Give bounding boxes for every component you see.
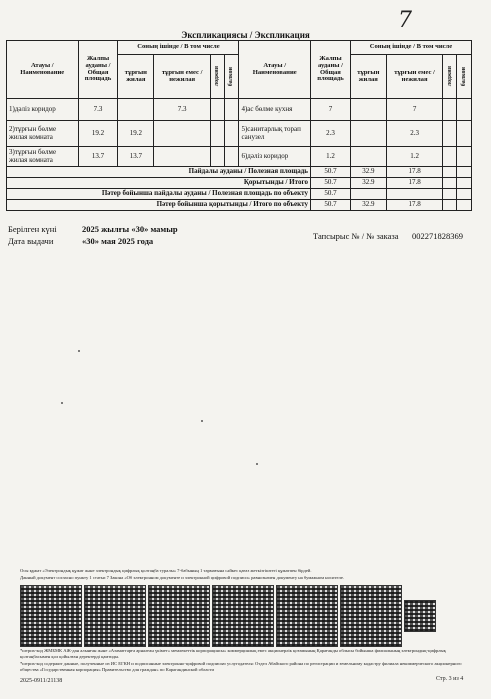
qr-code-5 bbox=[276, 585, 338, 647]
table-row bbox=[7, 99, 472, 121]
issued-label-kz: Берілген күні bbox=[8, 224, 57, 234]
row1-left-nonliving: 7.3 bbox=[154, 99, 211, 121]
row2-right-living bbox=[350, 121, 386, 147]
summary-object-total-label: Пәтер бойынша қорытынды / Итого по объекту bbox=[7, 200, 311, 211]
header-name-left: Атауы / Наименование bbox=[7, 41, 79, 99]
summary-row bbox=[7, 167, 472, 178]
header-balcony-left: балкон bbox=[228, 66, 235, 87]
barcode-note-ru: *штрих-код содержит данные, полученные из ИС ЕГКН и подписанные электронно-цифровой подписью услугодателя: Отдел Абайского района по регистрации и земельному кадастру филиала некоммерческого акционерного общества «Государственная корпорация» Правительство для граждан» по Карагандинской области bbox=[20, 661, 462, 672]
row2-left-name: 2)тұрғын бөлме жилая комната bbox=[7, 121, 79, 147]
summary-row bbox=[7, 200, 472, 211]
qr-code-6 bbox=[340, 585, 402, 647]
speck bbox=[201, 420, 203, 422]
speck bbox=[256, 463, 258, 465]
row1-right-living bbox=[350, 99, 386, 121]
summary-useful-nonliving: 17.8 bbox=[386, 167, 443, 178]
summary-object-useful-nonliving bbox=[386, 189, 443, 200]
summary-total-living: 32.9 bbox=[350, 178, 386, 189]
row3-right-name: 6)дәліз коридор bbox=[239, 147, 311, 167]
page-number: Стр. 3 из 4 bbox=[436, 676, 464, 682]
qr-code-2 bbox=[84, 585, 146, 647]
table-row bbox=[7, 121, 472, 147]
summary-row bbox=[7, 189, 472, 200]
header-incl-left: Соның ішінде / В том числе bbox=[118, 41, 239, 55]
header-balcony-right: балкон bbox=[460, 66, 467, 87]
qr-code-7 bbox=[404, 600, 436, 632]
summary-total-area: 50.7 bbox=[310, 178, 350, 189]
row2-right-name: 5)санитарлық торап санузел bbox=[239, 121, 311, 147]
order-number: 002271828369 bbox=[412, 231, 463, 241]
row1-right-name: 4)ас бөлме кухня bbox=[239, 99, 311, 121]
header-incl-right: Соның ішінде / В том числе bbox=[350, 41, 471, 55]
summary-useful-living: 32.9 bbox=[350, 167, 386, 178]
qr-code-4 bbox=[212, 585, 274, 647]
barcode-note-kz: *штрих-код ЖМБМК АЖ-дан алынған және «Азаматтарға арналған үкімет» мемлекеттік корпорациясы» коммерциялық емес акционерлік қоғамының Қарағанды облысы бойынша филиалының электрондық-цифрлық қолтаңбасымен қол қойылған деректерді қамтиды. bbox=[20, 648, 446, 659]
explication-table bbox=[6, 40, 472, 211]
row1-left-living bbox=[118, 99, 154, 121]
issued-value-kz: 2025 жылғы «30» мамыр bbox=[82, 224, 178, 234]
header-living-right: тұрғын жилая bbox=[350, 55, 386, 99]
row1-right-nonliving: 7 bbox=[386, 99, 443, 121]
footer-note-kz: Осы құжат «Электрондық құжат және электрондық цифрлық қолтаңба туралы» 7-бабының 1 тармағына сәйкес қағаз жеткізгіштегі құжатпен бірдей. bbox=[20, 568, 312, 573]
header-loggia-right: лоджия bbox=[446, 66, 453, 87]
row2-left-living: 19.2 bbox=[118, 121, 154, 147]
summary-object-total-living: 32.9 bbox=[350, 200, 386, 211]
summary-object-useful-label: Пәтер бойынша пайдалы ауданы / Полезная площадь по объекту bbox=[7, 189, 311, 200]
row2-left-nonliving bbox=[154, 121, 211, 147]
row3-right-area: 1.2 bbox=[310, 147, 350, 167]
header-nonliving-left: тұрғын емес / нежилая bbox=[154, 55, 211, 99]
handwritten-page-number: 7 bbox=[398, 8, 412, 33]
summary-object-useful-living bbox=[350, 189, 386, 200]
speck bbox=[78, 350, 80, 352]
qr-code-3 bbox=[148, 585, 210, 647]
row3-left-name: 3)тұрғын бөлме жилая комната bbox=[7, 147, 79, 167]
summary-useful-label: Пайдалы ауданы / Полезная площадь bbox=[7, 167, 311, 178]
row1-left-name: 1)дәліз коридор bbox=[7, 99, 79, 121]
row2-right-area: 2.3 bbox=[310, 121, 350, 147]
issued-value-ru: «30» мая 2025 года bbox=[82, 236, 154, 246]
speck bbox=[61, 402, 63, 404]
table-row bbox=[7, 147, 472, 167]
footer-note-ru: Данный документ согласно пункту 1 статьи 7 Закона «Об электронном документе и электронной цифровой подписи» равнозначен документу на бумажном носителе. bbox=[20, 575, 345, 580]
document-code: 2025-0911/21138 bbox=[20, 678, 63, 684]
qr-code-1 bbox=[20, 585, 82, 647]
row3-left-living: 13.7 bbox=[118, 147, 154, 167]
header-name-right: Атауы / Наименование bbox=[239, 41, 311, 99]
row1-right-area: 7 bbox=[310, 99, 350, 121]
summary-useful-area: 50.7 bbox=[310, 167, 350, 178]
row2-left-area: 19.2 bbox=[78, 121, 118, 147]
row1-left-area: 7.3 bbox=[78, 99, 118, 121]
row3-left-nonliving bbox=[154, 147, 211, 167]
explication-title: Экспликациясы / Экспликация bbox=[181, 30, 310, 40]
summary-object-total-nonliving: 17.8 bbox=[386, 200, 443, 211]
header-area-right: Жалпы ауданы / Общая площадь bbox=[310, 41, 350, 99]
row3-right-living bbox=[350, 147, 386, 167]
row3-right-nonliving: 1.2 bbox=[386, 147, 443, 167]
header-nonliving-right: тұрғын емес / нежилая bbox=[386, 55, 443, 99]
row3-left-area: 13.7 bbox=[78, 147, 118, 167]
header-living-left: тұрғын жилая bbox=[118, 55, 154, 99]
header-loggia-left: лоджия bbox=[214, 66, 221, 87]
issued-label-ru: Дата выдачи bbox=[8, 236, 54, 246]
summary-total-label: Қорытынды / Итого bbox=[7, 178, 311, 189]
header-area-left: Жалпы ауданы / Общая площадь bbox=[78, 41, 118, 99]
summary-row bbox=[7, 178, 472, 189]
row2-right-nonliving: 2.3 bbox=[386, 121, 443, 147]
summary-object-total-area: 50.7 bbox=[310, 200, 350, 211]
summary-object-useful-area: 50.7 bbox=[310, 189, 350, 200]
summary-total-nonliving: 17.8 bbox=[386, 178, 443, 189]
order-label: Тапсырыс № / № заказа bbox=[313, 231, 399, 241]
